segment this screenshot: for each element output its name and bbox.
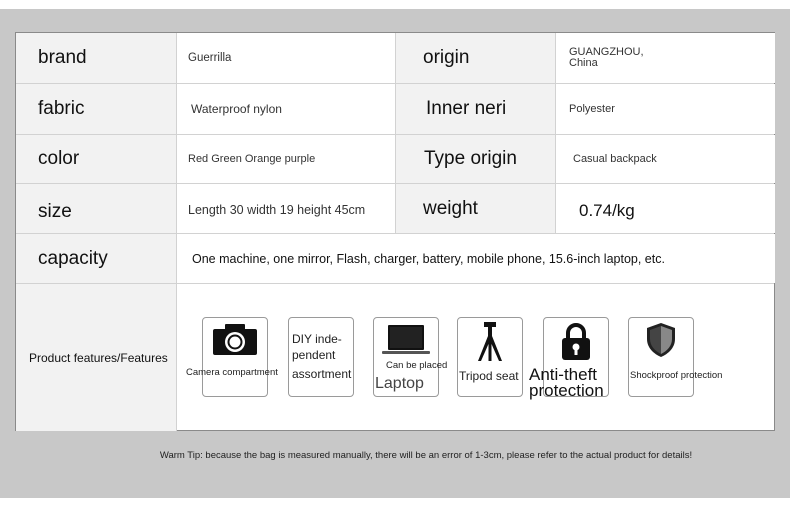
inner-label: Inner neri xyxy=(395,84,555,134)
size-value: Length 30 width 19 height 45cm xyxy=(176,184,395,233)
feature-text-line2: protection xyxy=(529,381,604,400)
capacity-value: One machine, one mirror, Flash, charger, battery, mobile phone, 15.6-inch laptop, etc. xyxy=(176,234,775,283)
feature-text-small: Can be placed xyxy=(386,360,448,371)
spec-table xyxy=(15,32,775,431)
size-label: size xyxy=(16,184,176,233)
feature-text: Shockproof protection xyxy=(630,370,723,381)
feature-diy-assortment xyxy=(288,317,354,397)
feature-text-line1: Anti-theft xyxy=(529,365,598,384)
origin-value xyxy=(555,33,775,83)
feature-shockproof xyxy=(628,317,723,397)
feature-laptop xyxy=(373,317,448,397)
weight-value: 0.74/kg xyxy=(555,184,775,233)
fabric-value: Waterproof nylon xyxy=(176,84,395,134)
camera-icon xyxy=(212,323,258,357)
features-label: Product features/Features xyxy=(16,284,176,431)
color-value: Red Green Orange purple xyxy=(176,135,395,183)
inner-value: Polyester xyxy=(555,84,775,134)
feature-text-line1: DIY inde- xyxy=(292,332,342,346)
row-divider xyxy=(16,283,774,284)
laptop-icon xyxy=(381,324,431,356)
shield-icon xyxy=(646,322,676,358)
weight-label: weight xyxy=(395,184,555,233)
origin-label: origin xyxy=(395,33,555,83)
fabric-label: fabric xyxy=(16,84,176,134)
column-divider xyxy=(176,33,177,431)
feature-tripod-seat xyxy=(457,317,523,397)
type-origin-label: Type origin xyxy=(395,135,555,183)
feature-text-large: Laptop xyxy=(375,375,424,392)
column-divider xyxy=(395,33,396,233)
feature-text-line3: assortment xyxy=(292,367,352,381)
color-label: color xyxy=(16,135,176,183)
brand-value: Guerrilla xyxy=(176,33,395,83)
brand-label: brand xyxy=(16,33,176,83)
lock-icon xyxy=(560,322,592,362)
type-origin-value: Casual backpack xyxy=(555,135,775,183)
feature-anti-theft xyxy=(529,317,609,400)
feature-text-line2: pendent xyxy=(292,348,336,362)
capacity-label: capacity xyxy=(16,234,176,283)
tripod-icon xyxy=(478,321,502,363)
row-divider xyxy=(16,233,774,234)
origin-value-line2: China xyxy=(569,57,598,69)
feature-text: Camera compartment xyxy=(186,367,278,378)
origin-value-line1: GUANGZHOU, xyxy=(569,46,644,58)
warm-tip: Warm Tip: because the bag is measured manually, there will be an error of 1-3cm, please refer to the actual product for details! xyxy=(159,450,693,461)
feature-text: Tripod seat xyxy=(459,369,519,383)
column-divider xyxy=(555,33,556,233)
feature-camera-compartment xyxy=(186,317,278,397)
